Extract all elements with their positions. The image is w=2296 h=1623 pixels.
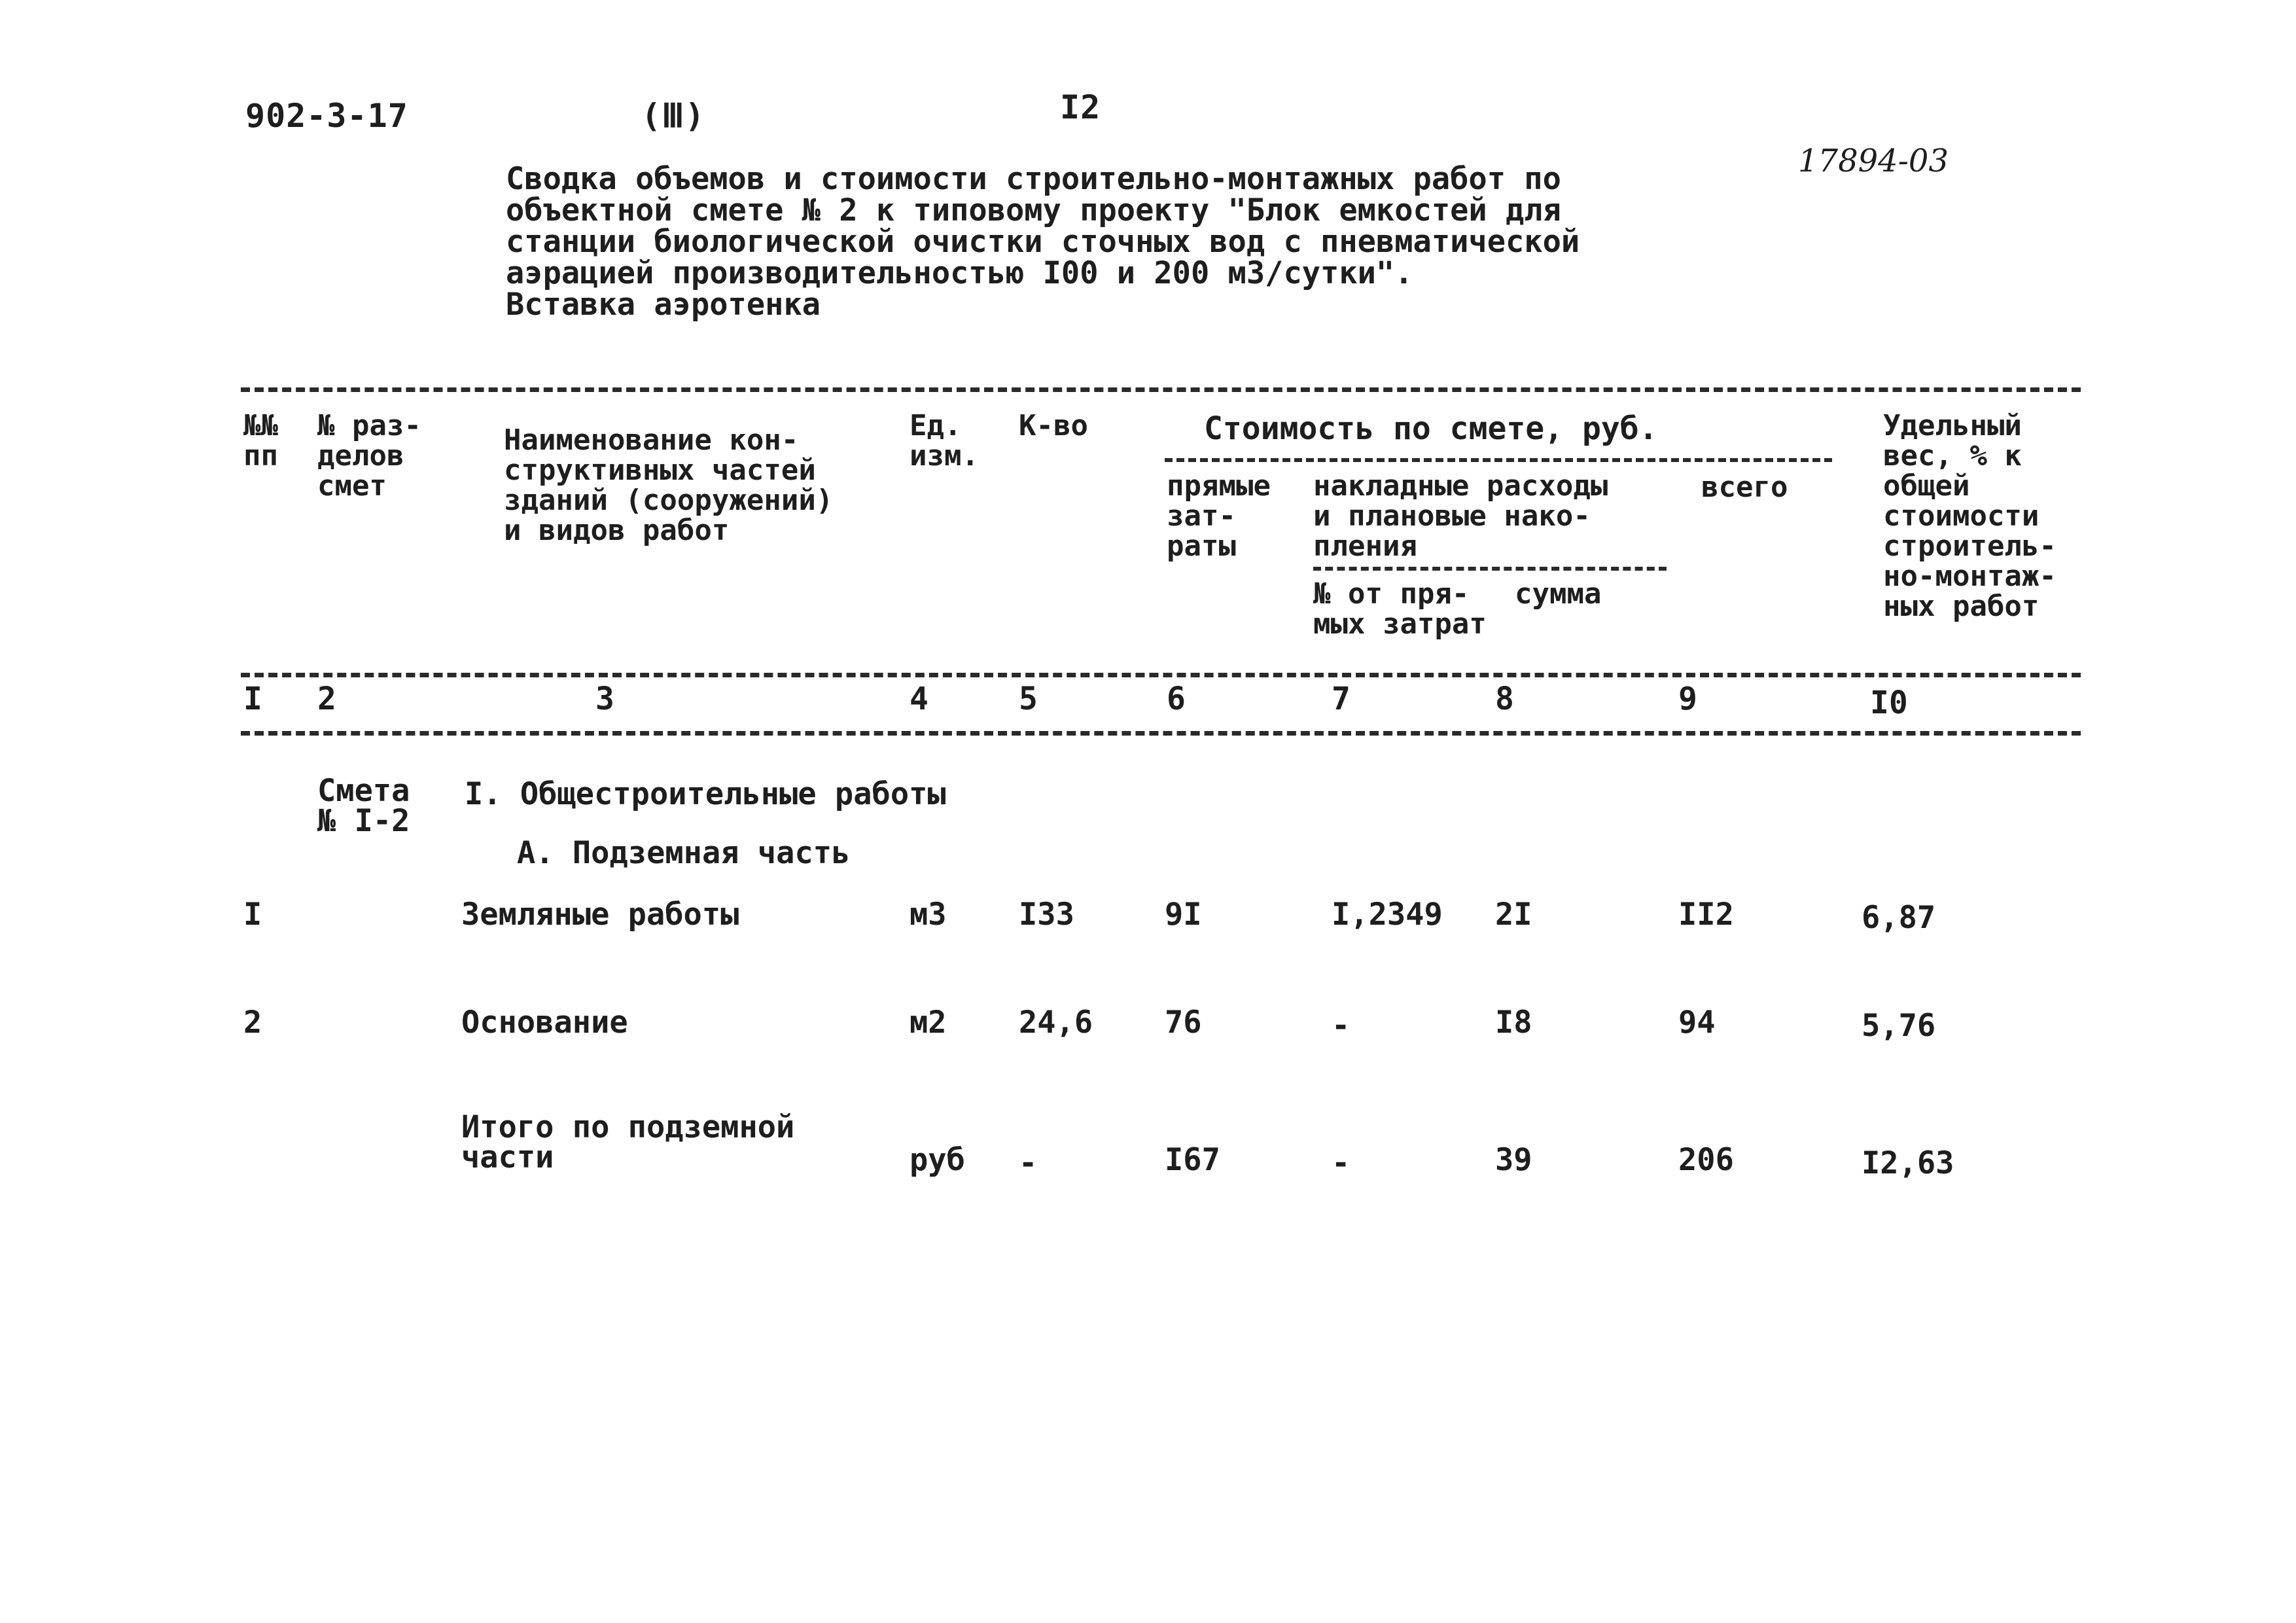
row-1-direct: 9I [1165, 897, 1202, 933]
row-2-percent: - [1332, 1008, 1351, 1044]
column-number: 2 [317, 681, 336, 717]
column-number: 7 [1332, 681, 1351, 717]
row-1-unit: м3 [910, 897, 947, 933]
row-2-quantity: 24,6 [1019, 1005, 1093, 1041]
header-col-direct: прямые зат- раты [1167, 469, 1271, 563]
volume-label: (Ⅲ) [641, 97, 705, 135]
overhead-group-rule [1313, 567, 1667, 571]
title-line: Вставка аэротенка [506, 287, 821, 323]
subtotal-direct: I67 [1165, 1142, 1220, 1178]
column-numbers-bottom-rule [241, 731, 2081, 736]
header-col-section: № раз- делов смет [317, 409, 421, 503]
row-1-weight: 6,87 [1862, 900, 1936, 936]
header-col-number: №№ пп [243, 409, 278, 473]
header-col-percent: № от пря- мых затрат [1313, 577, 1487, 641]
header-col-unit: Ед. изм. [910, 409, 979, 473]
document-title [506, 161, 1580, 323]
column-number: 8 [1495, 681, 1514, 717]
row-2-number: 2 [243, 1005, 262, 1041]
estimate-reference: Смета № I-2 [317, 773, 410, 839]
subtotal-weight: I2,63 [1862, 1145, 1954, 1181]
row-2-name: Основание [461, 1005, 628, 1041]
subtotal-percent: - [1332, 1145, 1351, 1181]
row-1-number: I [243, 897, 262, 933]
column-number: 4 [910, 681, 928, 717]
subtotal-sum: 39 [1495, 1142, 1532, 1178]
cost-group-rule [1165, 458, 1832, 462]
table-top-rule [241, 387, 2081, 392]
row-1-name: Земляные работы [461, 897, 739, 933]
header-col-weight: Удельный вес, % к общей стоимости строитель- но-монтаж- ных работ [1883, 409, 2057, 623]
header-col-sum: сумма [1515, 577, 1602, 611]
row-1-total: II2 [1678, 897, 1734, 933]
header-cost-group: Стоимость по смете, руб. [1204, 410, 1658, 447]
title-line: аэрацией производительностью I00 и 200 м3/сутки". [506, 255, 1413, 291]
column-number: I [243, 681, 262, 717]
title-line: Сводка объемов и стоимости строительно-монтажных работ по [506, 161, 1561, 197]
inventory-stamp: 17894-03 [1798, 143, 1949, 179]
row-1-sum: 2I [1495, 897, 1532, 933]
column-number: 3 [595, 681, 614, 717]
column-number: 6 [1167, 681, 1186, 717]
header-col-name: Наименование кон- структивных частей зданий (сооружений) и видов работ [504, 423, 834, 547]
subtotal-quantity: - [1019, 1145, 1038, 1181]
column-number: 5 [1019, 681, 1038, 717]
header-col-total: всего [1701, 471, 1788, 504]
column-number: 9 [1678, 681, 1697, 717]
subtotal-name: Итого по подземной части [461, 1109, 795, 1175]
subtotal-unit: руб [910, 1142, 965, 1178]
row-2-unit: м2 [910, 1005, 947, 1041]
row-1-percent: I,2349 [1332, 897, 1443, 933]
header-overhead-group: накладные расходы и плановые нако- пления [1313, 469, 1608, 563]
subtotal-total: 206 [1678, 1142, 1734, 1178]
title-line: объектной смете № 2 к типовому проекту "Блок емкостей для [506, 192, 1561, 228]
page-number: I2 [1060, 88, 1101, 126]
section-title: I. Общестроительные работы [465, 776, 946, 812]
row-1-quantity: I33 [1019, 897, 1074, 933]
header-col-quantity: К-во [1019, 409, 1088, 442]
title-line: станции биологической очистки сточных вод с пневматической [506, 224, 1580, 260]
document-code: 902-3-17 [245, 97, 408, 135]
row-2-weight: 5,76 [1862, 1008, 1936, 1044]
column-numbers-top-rule [241, 673, 2081, 677]
column-number: I0 [1870, 685, 1908, 721]
row-2-direct: 76 [1165, 1005, 1202, 1041]
row-2-sum: I8 [1495, 1005, 1532, 1041]
row-2-total: 94 [1678, 1005, 1716, 1041]
section-subtitle: А. Подземная часть [517, 835, 851, 871]
